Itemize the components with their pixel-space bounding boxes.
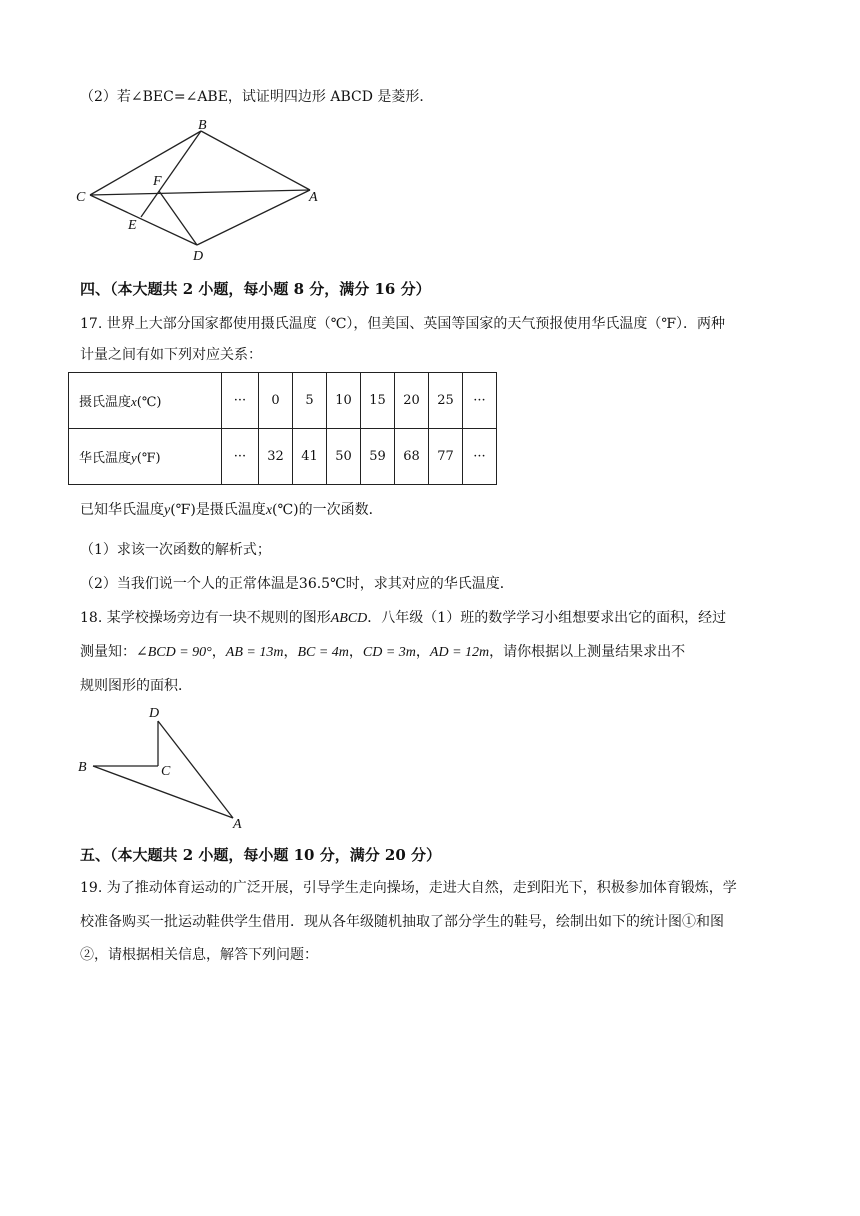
q18-line2: 测量知：∠BCD = 90°，AB = 13m，BC = 4m，CD = 3m，AD = 12m，请你根据以上测量结果求出不 (80, 644, 686, 660)
table-cell: 50 (327, 429, 361, 485)
q17-part2: （2）当我们说一个人的正常体温是36.5℃时，求其对应的华氏温度． (80, 576, 514, 592)
q17-known-statement: 已知华氏温度y(℉)是摄氏温度x(℃)的一次函数． (80, 502, 383, 518)
segment-FD (159, 191, 197, 245)
label-A: A (233, 817, 242, 832)
q19-line2: 校准备购买一批运动鞋供学生借用．现从各年级随机抽取了部分学生的鞋号，绘制出如下的统计图①和图 (80, 914, 724, 930)
table-cell: 20 (395, 373, 429, 429)
segment-BE (141, 131, 201, 217)
rhombus-figure (70, 118, 330, 266)
row-header-celsius: 摄氏温度x(℃) (69, 373, 222, 429)
label-A: A (309, 190, 318, 205)
table-cell: 5 (293, 373, 327, 429)
table-row-celsius (69, 373, 497, 429)
table-cell: ··· (222, 373, 259, 429)
label-C: C (161, 764, 171, 779)
table-cell: 59 (361, 429, 395, 485)
section4-heading: 四、（本大题共 2 小题，每小题 8 分，满分 16 分） (80, 280, 431, 298)
table-cell: 32 (259, 429, 293, 485)
q18-line1: 18. 某学校操场旁边有一块不规则的图形ABCD．八年级（1）班的数学学习小组想要求出它的面积，经过 (80, 610, 727, 626)
segment-AD (197, 190, 310, 245)
segment-CB (90, 131, 201, 195)
q18-line3: 规则图形的面积． (80, 678, 192, 694)
label-B: B (78, 760, 87, 775)
segment-BA (201, 131, 310, 190)
q19-line1: 19. 为了推动体育运动的广泛开展，引导学生走向操场，走进大自然，走到阳光下，积极参加体育锻炼，学 (80, 880, 737, 896)
table-cell: ··· (463, 373, 497, 429)
table-cell: ··· (463, 429, 497, 485)
segment-CA (90, 190, 310, 195)
label-B: B (198, 118, 207, 133)
table-cell: 10 (327, 373, 361, 429)
section5-heading: 五、（本大题共 2 小题，每小题 10 分，满分 20 分） (80, 846, 442, 864)
table-cell: 15 (361, 373, 395, 429)
table-cell: ··· (222, 429, 259, 485)
label-D: D (149, 706, 160, 721)
row-header-fahrenheit: 华氏温度y(℉) (69, 429, 222, 485)
q17-line2: 计量之间有如下列对应关系： (80, 347, 262, 363)
table-cell: 77 (429, 429, 463, 485)
q19-line3: ②，请根据相关信息，解答下列问题： (80, 947, 318, 963)
label-C: C (76, 190, 86, 205)
label-F: F (153, 174, 162, 189)
label-E: E (128, 218, 137, 233)
q16-part2-text: （2）若∠BEC=∠ABE，试证明四边形 ABCD 是菱形． (80, 89, 434, 105)
table-cell: 41 (293, 429, 327, 485)
table-cell: 25 (429, 373, 463, 429)
table-cell: 68 (395, 429, 429, 485)
table-row-fahrenheit (69, 429, 497, 485)
temperature-table (68, 372, 497, 485)
segment-DC (90, 195, 197, 245)
q17-part1: （1）求该一次函数的解析式； (80, 542, 271, 558)
q17-line1: 17. 世界上大部分国家都使用摄氏温度（℃），但美国、英国等国家的天气预报使用华氏温度（℉）．两种 (80, 316, 726, 332)
label-D: D (193, 249, 204, 264)
table-cell: 0 (259, 373, 293, 429)
abcd-figure (70, 700, 260, 835)
